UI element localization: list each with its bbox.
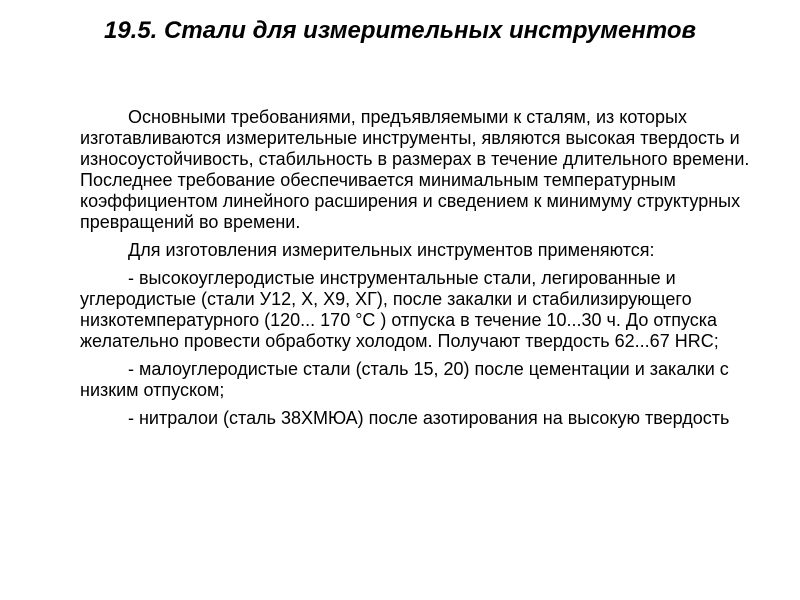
list-item-nitralloy: - нитралои (сталь 38ХМЮА) после азотирования на высокую твердость <box>128 408 730 428</box>
paragraph-requirements: Основными требованиями, предъявляемыми к сталям, из которых изготавливаются измерительные инструменты, являются высокая твердость и износоустойчивость, стабильность в размерах в течение длительного времени. Последнее требование обеспечивается минимальным температурным коэффициентом линейного расширения и сведением к минимуму структурных превращений во времени. <box>80 107 750 232</box>
slide-title: 19.5. Стали для измерительных инструментов <box>103 17 697 44</box>
paragraph-application-intro: Для изготовления измерительных инструментов применяются: <box>128 240 655 260</box>
list-item-low-carbon-steels: - малоуглеродистые стали (сталь 15, 20) после цементации и закалки с низким отпуском; <box>80 359 729 400</box>
list-item-high-carbon-steels: - высокоуглеродистые инструментальные стали, легированные и углеродистые (стали У12, Х, Х9, ХГ), после закалки и стабилизирующего низкотемпературного (120... 170 °С ) отпуска в течение 10...30 ч. До отпуска желательно провести обработку холодом. Получают твердость 62...67 HRC; <box>80 268 719 351</box>
slide-body <box>80 107 760 436</box>
